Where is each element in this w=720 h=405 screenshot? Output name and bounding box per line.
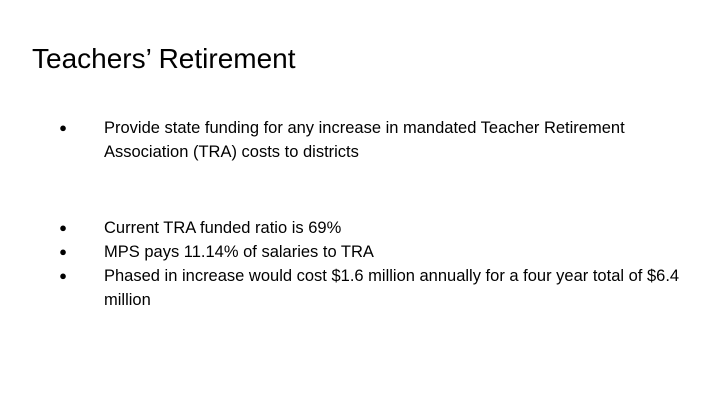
bullet-text: Phased in increase would cost $1.6 million annually for a four year total of $6.4 million	[104, 267, 680, 309]
slide-title: Teachers’ Retirement	[32, 43, 296, 74]
bullet-list-funding	[56, 116, 696, 164]
bullet-item	[56, 216, 696, 240]
bullet-text: MPS pays 11.14% of salaries to TRA	[104, 243, 374, 261]
bullet-item	[56, 116, 696, 164]
bullet-text: Current TRA funded ratio is 69%	[104, 219, 342, 237]
bullet-icon: ●	[59, 120, 67, 135]
bullet-icon: ●	[59, 244, 67, 259]
bullet-icon: ●	[59, 220, 67, 235]
bullet-text: Provide state funding for any increase in mandated Teacher Retirement Association (TRA) costs to districts	[104, 119, 625, 161]
bullet-item	[56, 240, 696, 264]
bullet-icon: ●	[59, 268, 67, 283]
bullet-list-facts	[56, 216, 696, 312]
bullet-item	[56, 264, 696, 312]
